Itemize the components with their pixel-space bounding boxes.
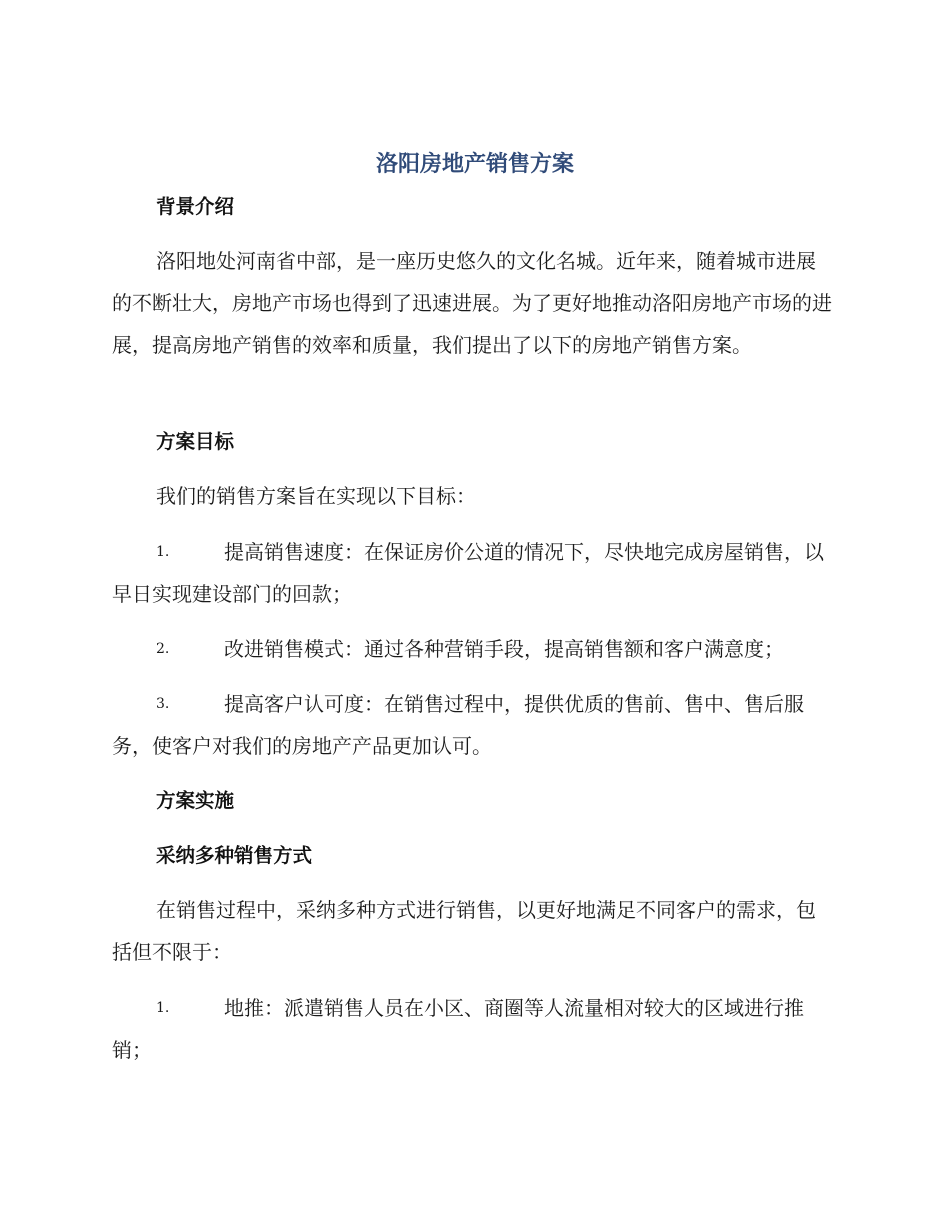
section-heading-implementation: 方案实施 — [156, 789, 235, 812]
goals-intro-paragraph: 我们的销售方案旨在实现以下目标： — [156, 484, 476, 508]
goals-list-item — [112, 531, 832, 615]
list-item-text: 提高客户认可度：在销售过程中，提供优质的售前、售中、售后服务，使客户对我们的房地产产品更加认可。 — [112, 692, 804, 758]
document-title: 洛阳房地产销售方案 — [375, 152, 574, 177]
goals-list-item — [112, 683, 832, 767]
list-item-number: 2. — [156, 641, 170, 657]
list-item-text: 改进销售模式：通过各种营销手段，提高销售额和客户满意度； — [224, 637, 784, 661]
implementation-list-item — [112, 987, 832, 1071]
list-item-number: 1. — [156, 544, 170, 560]
section-heading-background: 背景介绍 — [156, 195, 235, 218]
list-item-text: 提高销售速度：在保证房价公道的情况下，尽快地完成房屋销售，以早日实现建设部门的回款； — [112, 540, 824, 606]
section-heading-goals: 方案目标 — [156, 430, 235, 453]
list-item-number: 1. — [156, 1000, 170, 1016]
background-paragraph: 洛阳地处河南省中部，是一座历史悠久的文化名城。近年来，随着城市进展的不断壮大，房地产市场也得到了迅速进展。为了更好地推动洛阳房地产市场的进展，提高房地产销售的效率和质量，我们提出了以下的房地产销售方案。 — [112, 249, 832, 357]
subsection-heading-sales-methods: 采纳多种销售方式 — [156, 844, 313, 867]
goals-list-item — [112, 628, 832, 670]
list-item-number: 3. — [156, 696, 170, 712]
implementation-intro-paragraph: 在销售过程中，采纳多种方式进行销售，以更好地满足不同客户的需求，包括但不限于： — [112, 898, 816, 964]
list-item-text: 地推：派遣销售人员在小区、商圈等人流量相对较大的区域进行推销； — [112, 996, 804, 1062]
